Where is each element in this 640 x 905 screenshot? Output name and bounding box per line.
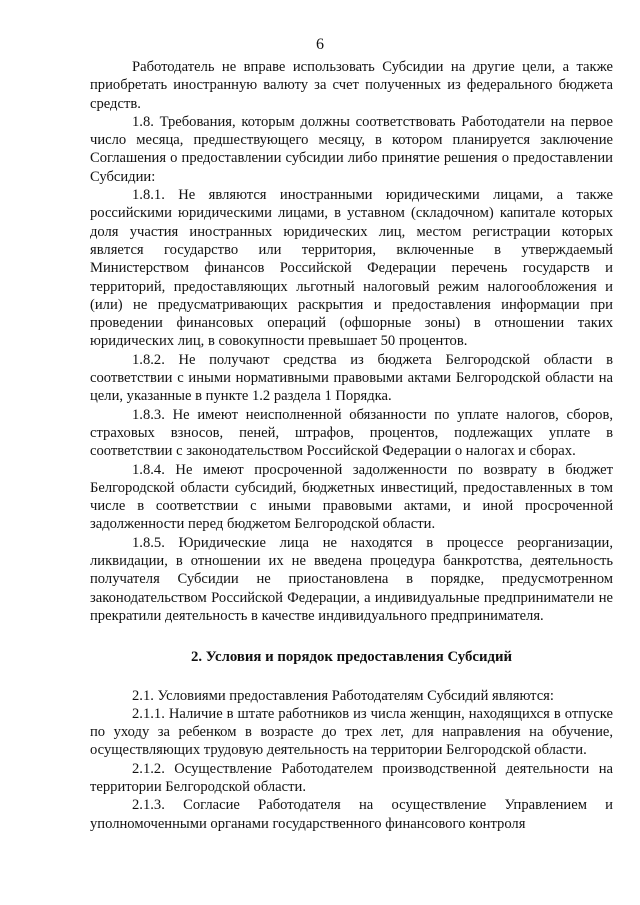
paragraph-2-1-1: 2.1.1. Наличие в штате работников из числа женщин, находящихся в отпуске по уходу за ребенком в возрасте до трех лет, для направления на обучение, осуществляющих трудовую деятельность на территории Белгородской области. [90,705,613,759]
paragraph-1-8-5: 1.8.5. Юридические лица не находятся в процессе реорганизации, ликвидации, в отношении их не введена процедура банкротства, деятельность получателя Субсидии не приостановлена в порядке, предусмотренном законодательством Российской Федерации, а индивидуальные предприниматели не прекратили деятельность в качестве индивидуального предпринимателя. [90,534,613,624]
paragraph-1-8-3: 1.8.3. Не имеют неисполненной обязанности по уплате налогов, сборов, страховых взносов, пеней, штрафов, процентов, подлежащих уплате в соответствии с законодательством Российской Федерации о налогах и сборах. [90,406,613,460]
paragraph-1-8-4: 1.8.4. Не имеют просроченной задолженности по возврату в бюджет Белгородской области субсидий, бюджетных инвестиций, предоставленных в том числе в соответствии с иными правовыми актами, и иной просроченной задолженности перед бюджетом Белгородской области. [90,461,613,533]
paragraph-funds-restriction: Работодатель не вправе использовать Субсидии на другие цели, а также приобретать иностранную валюту за счет полученных из федерального бюджета средств. [90,59,613,112]
paragraph-1-8-2: 1.8.2. Не получают средства из бюджета Белгородской области в соответствии с иными нормативными правовыми актами Белгородской области на цели, указанные в пункте 1.2 раздела 1 Порядка. [90,351,613,405]
paragraph-1-8-1: 1.8.1. Не являются иностранными юридическими лицами, а также российскими юридическими лицами, в уставном (складочном) капитале которых доля участия иностранных юридических лиц, местом регистрации которых является государство или территория, включенные в утверждаемый Министерством финансов Российской Федерации перечень государств и территорий, предоставляющих льготный налоговый режим налогообложения и (или) не предусматривающих раскрытия и предоставления информации при проведении финансовых операций (офшорные зоны) в отношении таких юридических лиц, в совокупности превышает 50 процентов. [90,187,613,350]
paragraph-1-8: 1.8. Требования, которым должны соответствовать Работодатели на первое число месяца, предшествующего месяцу, в котором планируется заключение Соглашения о предоставлении субсидии либо принятие решения о предоставлении Субсидии: [90,113,613,185]
paragraph-2-1-2: 2.1.2. Осуществление Работодателем производственной деятельности на территории Белгородской области. [90,760,613,795]
document-body [90,58,613,833]
section-heading: 2. Условия и порядок предоставления Субсидий [190,649,513,666]
page-number: 6 [316,36,324,53]
paragraph-2-1-3: 2.1.3. Согласие Работодателя на осуществление Управлением и уполномоченными органами государственного финансового контроля [90,797,613,832]
paragraph-2-1: 2.1. Условиями предоставления Работодателям Субсидий являются: [132,687,554,704]
